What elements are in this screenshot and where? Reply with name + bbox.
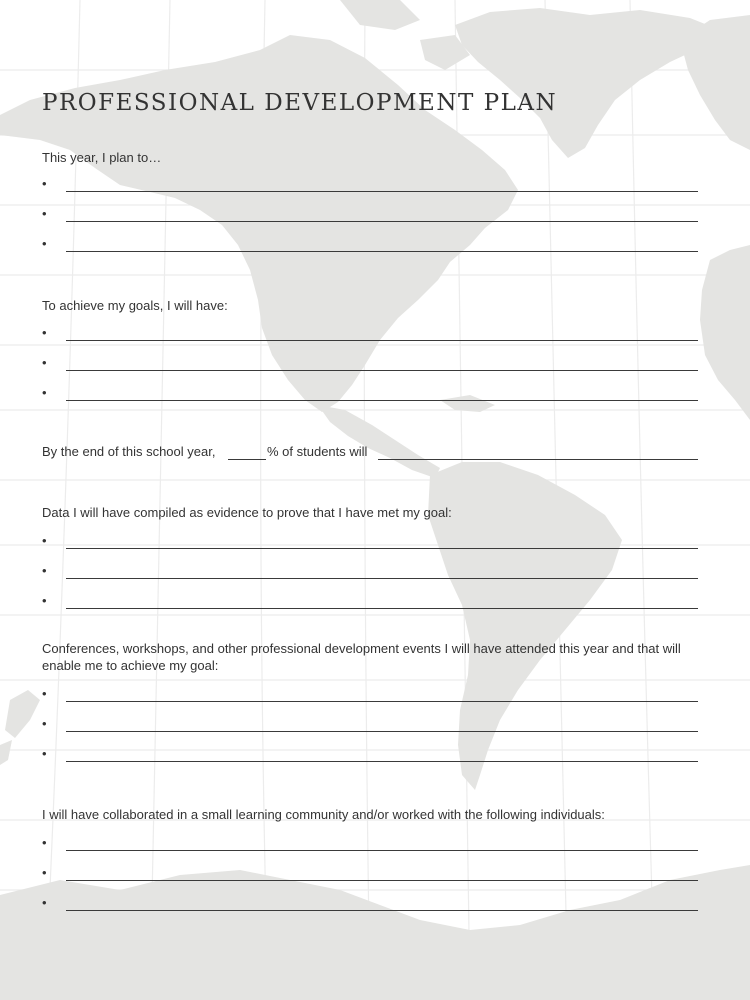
bullet-icon: • (42, 686, 47, 701)
students-line-middle: % of students will (267, 444, 368, 459)
answer-line[interactable] (42, 535, 698, 549)
bullet-icon: • (42, 355, 47, 370)
answer-line[interactable] (42, 387, 698, 401)
underline (66, 701, 698, 702)
answer-line[interactable] (42, 327, 698, 341)
students-outcome-blank[interactable] (378, 459, 698, 460)
students-line-prefix: By the end of this school year, (42, 444, 216, 459)
underline (66, 880, 698, 881)
answer-line[interactable] (42, 238, 698, 252)
underline (66, 761, 698, 762)
underline (66, 608, 698, 609)
underline (66, 370, 698, 371)
answer-line[interactable] (42, 357, 698, 371)
page-title: PROFESSIONAL DEVELOPMENT PLAN (42, 90, 558, 116)
underline (66, 221, 698, 222)
bullet-icon: • (42, 176, 47, 191)
underline (66, 548, 698, 549)
bullet-icon: • (42, 865, 47, 880)
answer-line[interactable] (42, 837, 698, 851)
answer-line[interactable] (42, 178, 698, 192)
section-prompt-plan: This year, I plan to… (42, 150, 162, 165)
underline (66, 578, 698, 579)
answer-line[interactable] (42, 565, 698, 579)
underline (66, 191, 698, 192)
bullet-icon: • (42, 895, 47, 910)
section-prompt-conferences: Conferences, workshops, and other professional development events I will have attended this year and that will enable me to achieve my goal: (42, 641, 681, 673)
answer-line[interactable] (42, 595, 698, 609)
answer-line[interactable] (42, 208, 698, 222)
answer-line[interactable] (42, 867, 698, 881)
answer-line[interactable] (42, 897, 698, 911)
underline (66, 731, 698, 732)
section-prompt-collaboration: I will have collaborated in a small learning community and/or worked with the following individuals: (42, 807, 605, 822)
underline (66, 400, 698, 401)
bullet-icon: • (42, 563, 47, 578)
bullet-icon: • (42, 716, 47, 731)
answer-line[interactable] (42, 688, 698, 702)
bullet-icon: • (42, 325, 47, 340)
bullet-icon: • (42, 385, 47, 400)
students-goal-line (42, 444, 698, 461)
bullet-icon: • (42, 533, 47, 548)
bullet-icon: • (42, 746, 47, 761)
answer-line[interactable] (42, 748, 698, 762)
bullet-icon: • (42, 835, 47, 850)
underline (66, 340, 698, 341)
underline (66, 251, 698, 252)
bullet-icon: • (42, 236, 47, 251)
underline (66, 910, 698, 911)
bullet-icon: • (42, 593, 47, 608)
section-prompt-achieve: To achieve my goals, I will have: (42, 298, 228, 313)
answer-line[interactable] (42, 718, 698, 732)
section-prompt-data: Data I will have compiled as evidence to prove that I have met my goal: (42, 505, 452, 520)
percent-blank[interactable] (228, 459, 266, 460)
underline (66, 850, 698, 851)
bullet-icon: • (42, 206, 47, 221)
